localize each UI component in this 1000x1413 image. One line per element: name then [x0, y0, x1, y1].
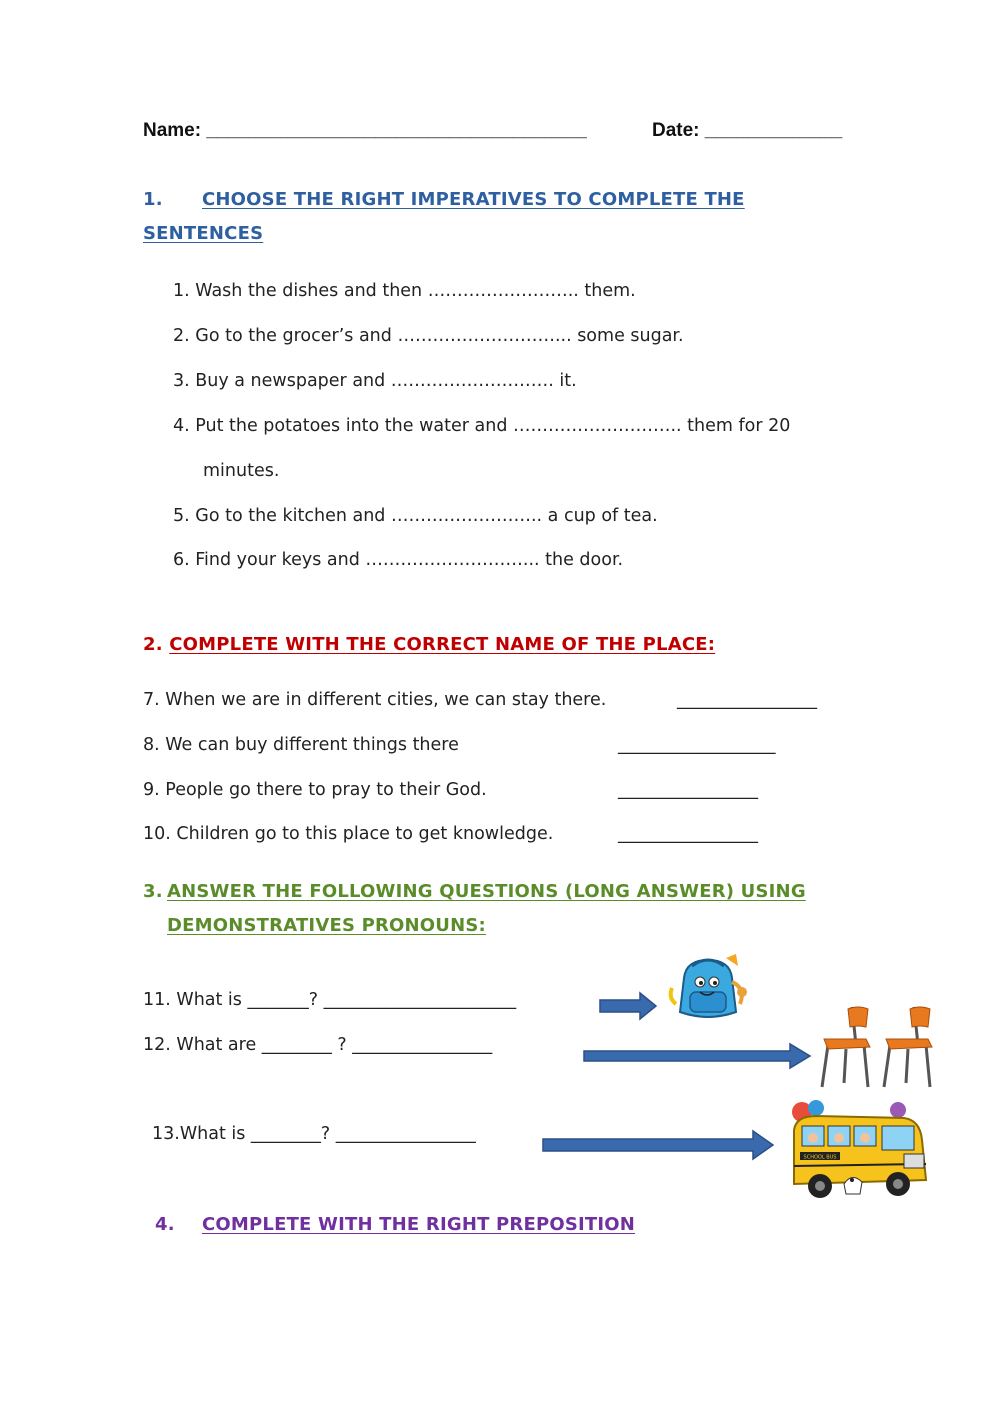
place-item-9: 9. People go there to pray to their God. [143, 780, 487, 800]
section1-title [202, 189, 745, 210]
exercise-item-4-cont: minutes. [203, 461, 280, 481]
date-field-label[interactable]: Date: _____________ [652, 120, 843, 141]
section2-number: 2. [143, 634, 163, 655]
section4-number: 4. [155, 1214, 175, 1235]
section2-heading [143, 634, 715, 655]
question-11: 11. What is _______? ______________________ [143, 990, 517, 1010]
section2-title: COMPLETE WITH THE CORRECT NAME OF THE PLACE: [169, 634, 716, 655]
question-12: 12. What are ________ ? ________________ [143, 1035, 493, 1055]
place-blank-8[interactable]: __________________ [618, 735, 776, 755]
section3-title-line2: DEMONSTRATIVES PRONOUNS: [167, 915, 486, 936]
section1-title-cont [143, 223, 263, 244]
name-field-label[interactable]: Name: ____________________________________ [143, 120, 587, 141]
exercise-item-2: 2. Go to the grocer’s and ………………………... some sugar. [173, 326, 684, 346]
exercise-item-6: 6. Find your keys and ………………………... the door. [173, 550, 624, 570]
place-item-7: 7. When we are in different cities, we can stay there. [143, 690, 607, 710]
arrow-icon-12 [582, 1040, 814, 1072]
exercise-item-3: 3. Buy a newspaper and ………………………. it. [173, 371, 577, 391]
school-bus-icon [786, 1100, 934, 1204]
exercise-item-1: 1. Wash the dishes and then …………………….. them. [173, 281, 636, 301]
section4-title [202, 1214, 635, 1235]
bus-sign-text: SCHOOL BUS [803, 1154, 837, 1161]
place-item-8: 8. We can buy different things there [143, 735, 459, 755]
place-item-10: 10. Children go to this place to get knowledge. [143, 824, 554, 844]
section1-title-line1: CHOOSE THE RIGHT IMPERATIVES TO COMPLETE THE [202, 189, 745, 210]
arrow-icon-13 [541, 1128, 777, 1162]
section4-title-text: COMPLETE WITH THE RIGHT PREPOSITION [202, 1214, 636, 1235]
backpack-icon [666, 952, 750, 1022]
section3-number: 3. [143, 881, 163, 902]
place-blank-9[interactable]: ________________ [618, 780, 758, 800]
section1-title-line2: SENTENCES [143, 223, 264, 244]
section3-title-cont [167, 915, 486, 936]
arrow-icon-11 [598, 990, 660, 1022]
exercise-item-4: 4. Put the potatoes into the water and ……………………….. them for 20 [173, 416, 791, 436]
place-blank-7[interactable]: ________________ [677, 690, 817, 710]
section1-number: 1. [143, 189, 163, 210]
section3-title [167, 881, 806, 902]
place-blank-10[interactable]: ________________ [618, 824, 758, 844]
exercise-item-5: 5. Go to the kitchen and …………………….. a cup of tea. [173, 506, 658, 526]
question-13: 13.What is ________? ________________ [152, 1124, 476, 1144]
chairs-icon [818, 1003, 946, 1091]
section3-title-line1: ANSWER THE FOLLOWING QUESTIONS (LONG ANSWER) USING [167, 881, 806, 902]
